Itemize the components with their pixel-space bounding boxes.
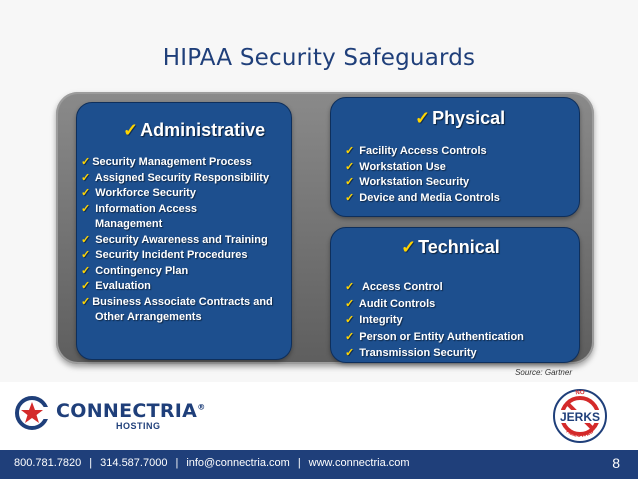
- physical-title-text: Physical: [432, 108, 506, 128]
- check-icon: ✓: [81, 249, 91, 261]
- list-item: ✓ Person or Entity Authentication: [345, 330, 524, 343]
- check-icon: ✓: [81, 202, 91, 215]
- check-icon: ✓: [345, 297, 355, 310]
- list-item: ✓ Security Management Process: [81, 156, 252, 168]
- footer-phone-1: 800.781.7820: [14, 457, 82, 469]
- check-icon: ✓: [81, 171, 91, 184]
- check-icon: ✓: [81, 233, 91, 246]
- physical-box: [330, 97, 580, 217]
- technical-title-text: Technical: [418, 237, 500, 257]
- list-item: ✓ Transmission Security: [345, 347, 477, 359]
- list-item-continuation: Management: [95, 218, 163, 230]
- list-item: ✓ Evaluation: [81, 280, 151, 292]
- administrative-title: [123, 120, 265, 141]
- footer-email[interactable]: info@connectria.com: [186, 457, 290, 469]
- svg-text:NO: [575, 390, 585, 396]
- list-item: ✓ Workforce Security: [81, 187, 196, 199]
- check-icon: ✓: [81, 156, 91, 168]
- connectria-star-icon: [12, 394, 52, 432]
- check-icon: ✓: [345, 314, 355, 326]
- list-item: ✓ Security Awareness and Training: [81, 233, 268, 246]
- administrative-box: [76, 102, 292, 360]
- check-icon: ✓: [345, 330, 355, 343]
- list-item: ✓ Audit Controls: [345, 297, 436, 310]
- footer-separator: |: [175, 457, 179, 469]
- list-item: ✓ Workstation Security: [345, 176, 470, 188]
- list-item-continuation: Other Arrangements: [95, 311, 202, 323]
- connectria-logo: [12, 394, 206, 432]
- check-icon: ✓: [345, 160, 355, 173]
- list-item: ✓ Integrity: [345, 314, 403, 326]
- connectria-logo-name: CONNECTRIA®: [56, 400, 206, 422]
- list-item: ✓ Business Associate Contracts and: [81, 295, 273, 308]
- list-item: ✓ Workstation Use: [345, 160, 446, 173]
- check-icon: ✓: [81, 295, 91, 308]
- technical-title: [401, 237, 500, 258]
- check-icon: ✓: [415, 108, 431, 128]
- list-item: ✓ Access Control: [345, 281, 443, 293]
- list-item: ✓ Device and Media Controls: [345, 191, 500, 204]
- badge-main-text: JERKS: [559, 410, 601, 424]
- check-icon: ✓: [345, 281, 355, 293]
- badge-ring-text: ALLOWED: [564, 428, 596, 439]
- physical-title: [415, 108, 505, 129]
- check-icon: ✓: [81, 187, 91, 199]
- source-note: Source: Gartner: [515, 368, 572, 377]
- footer-phone-2: 314.587.7000: [100, 457, 168, 469]
- footer-bar: [0, 450, 638, 479]
- page-number: 8: [612, 455, 620, 471]
- no-jerks-badge-icon: [550, 388, 610, 444]
- administrative-list: [81, 155, 273, 326]
- check-icon: ✓: [345, 145, 355, 157]
- physical-list: [345, 144, 500, 206]
- technical-box: [330, 227, 580, 363]
- footer-separator: |: [297, 457, 301, 469]
- list-item: ✓ Security Incident Procedures: [81, 249, 248, 261]
- footer-separator: |: [89, 457, 93, 469]
- check-icon: ✓: [81, 280, 91, 292]
- badge-top-text: NO: [575, 389, 585, 397]
- check-icon: ✓: [123, 120, 139, 140]
- list-item: ✓ Information Access: [81, 202, 197, 215]
- list-item: ✓ Facility Access Controls: [345, 145, 487, 157]
- check-icon: ✓: [401, 237, 417, 257]
- connectria-logo-sub: HOSTING: [116, 421, 161, 431]
- check-icon: ✓: [345, 347, 355, 359]
- list-item: ✓ Assigned Security Responsibility: [81, 171, 270, 184]
- check-icon: ✓: [345, 176, 355, 188]
- footer-contact: [14, 457, 410, 469]
- page-title: HIPAA Security Safeguards: [162, 45, 476, 71]
- administrative-title-text: Administrative: [140, 120, 266, 140]
- technical-list: [345, 279, 524, 362]
- footer-website[interactable]: www.connectria.com: [308, 457, 410, 469]
- check-icon: ✓: [345, 191, 355, 204]
- list-item: ✓ Contingency Plan: [81, 264, 189, 277]
- check-icon: ✓: [81, 264, 91, 277]
